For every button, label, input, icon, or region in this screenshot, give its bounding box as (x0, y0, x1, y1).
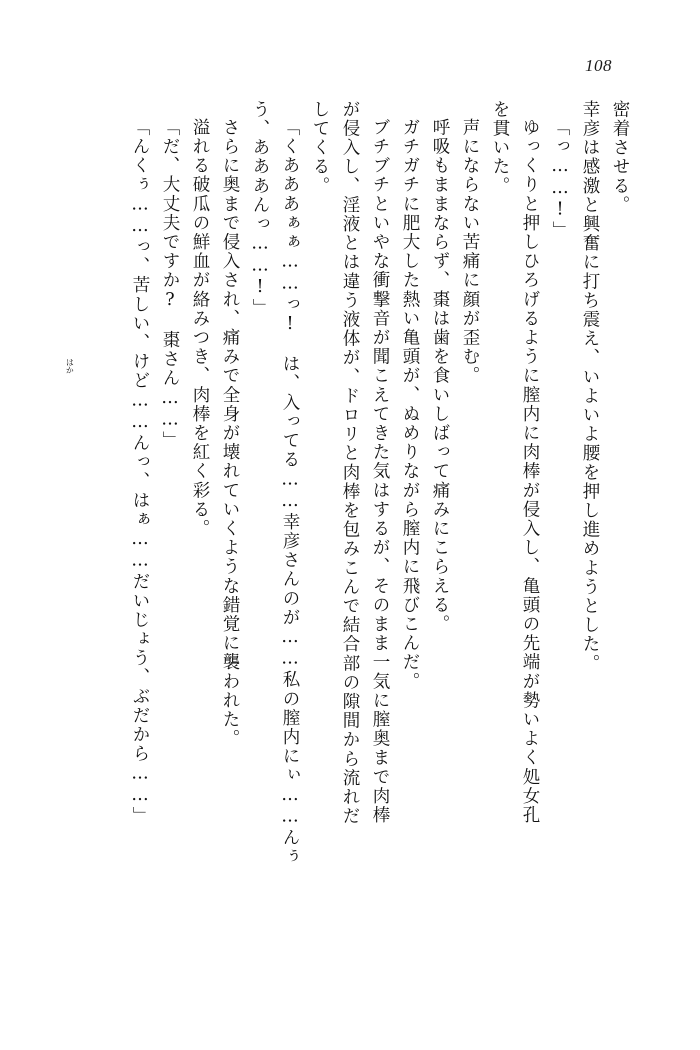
ruby-annotation: はか (65, 358, 75, 374)
text-column: 呼吸もままならず、棗は歯を食いしばって痛みにこらえる。 (430, 118, 450, 634)
text-column: 「っ……!」 (550, 118, 570, 241)
text-column: う、あああんっ……!」 (250, 100, 270, 318)
text-column: 溢れる破瓜の鮮血が絡みつき、肉棒を紅く彩る。 はか (65, 118, 210, 539)
page-number: 108 (585, 56, 612, 75)
text-column: ブチブチといやな衝撃音が聞こえてきた気はするが、そのまま一気に膣奥まで肉棒 (370, 118, 390, 825)
text-column: 「くあああぁぁ……っ! は、入ってる……幸彦さんのが……私の膣内にぃ……んぅ (280, 118, 300, 867)
text-column: 「だ、大丈夫ですか? 棗さん……」 (160, 118, 180, 451)
text-column: してくる。 (310, 100, 330, 196)
text-column: 密着させる。 (610, 100, 630, 215)
vertical-text-body (65, 100, 630, 980)
text-column: を貫いた。 (490, 100, 510, 196)
text-column: 幸彦は感激と興奮に打ち震え、いよいよ腰を押し進めようとした。 (580, 100, 600, 673)
text-column: が侵入し、淫液とは違う液体が、ドロリと肉棒を包みこんで結合部の隙間から流れだ (340, 100, 360, 826)
text-column: 「んくぅ……っ、苦しい、けど……んっ、はぁ……だいじょう、ぶだから……」 (130, 118, 150, 826)
text-column: ガチガチに肥大した熱い亀頭が、ぬめりながら膣内に飛びこんだ。 (400, 118, 420, 691)
text-column: さらに奥まで侵入され、痛みで全身が壊れていくような錯覚に襲われた。 (220, 118, 240, 749)
text-column: 声にならない苦痛に顔が歪む。 (460, 118, 480, 386)
text-column: ゆっくりと押しひろげるように膣内に肉棒が侵入し、亀頭の先端が勢いよく処女孔 (520, 118, 540, 825)
